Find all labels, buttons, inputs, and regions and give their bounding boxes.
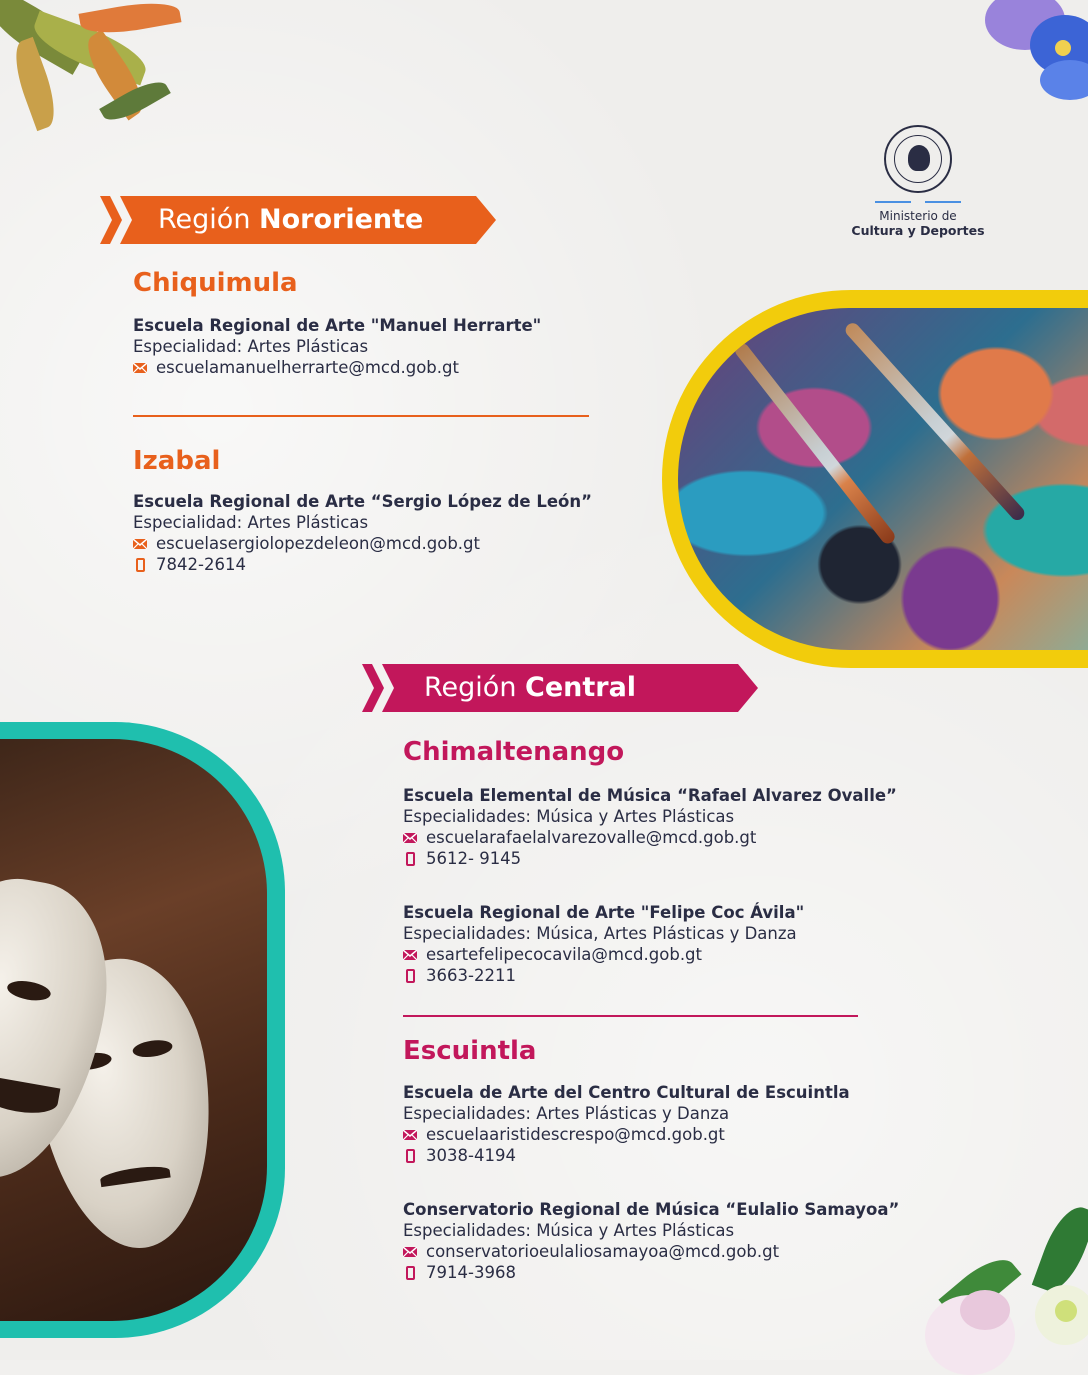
school-phone-row — [403, 1262, 899, 1283]
banner-prefix: Región — [158, 204, 260, 235]
school-phone[interactable]: 5612- 9145 — [426, 849, 522, 868]
school-card — [403, 1082, 850, 1166]
school-email[interactable]: escuelarafaelalvarezovalle@mcd.gob.gt — [426, 828, 757, 847]
divider — [133, 415, 589, 417]
phone-icon — [406, 1266, 415, 1280]
mail-icon — [403, 1247, 417, 1257]
school-phone[interactable]: 7914-3968 — [426, 1263, 516, 1282]
school-name: Escuela Regional de Arte "Felipe Coc Ávila" — [403, 903, 805, 922]
mail-icon — [403, 950, 417, 960]
school-specialty: Especialidades: Música, Artes Plásticas y Danza — [403, 924, 797, 943]
school-phone-row — [403, 1145, 850, 1166]
theatre-masks-image — [0, 739, 267, 1321]
banner-region-name: Central — [525, 672, 637, 703]
school-card — [133, 315, 541, 378]
phone-icon — [406, 852, 415, 866]
school-phone[interactable]: 3038-4194 — [426, 1146, 516, 1165]
region-banner-central — [362, 664, 762, 712]
school-card — [403, 902, 804, 986]
school-email[interactable]: escuelasergiolopezdeleon@mcd.gob.gt — [156, 534, 480, 553]
school-name: Escuela de Arte del Centro Cultural de Escuintla — [403, 1083, 850, 1102]
department-title-chiquimula: Chiquimula — [133, 268, 298, 298]
school-name: Escuela Regional de Arte "Manuel Herrarte" — [133, 316, 542, 335]
logo-divider — [848, 201, 988, 203]
school-phone[interactable]: 3663-2211 — [426, 966, 516, 985]
school-email-row — [403, 944, 804, 965]
region-banner-nororiente — [100, 196, 500, 244]
school-phone-row — [403, 848, 897, 869]
school-name: Conservatorio Regional de Música “Eulalio Samayoa” — [403, 1200, 900, 1219]
chevron-icon — [362, 664, 384, 712]
school-card — [133, 491, 592, 575]
school-phone-row — [403, 965, 804, 986]
banner-prefix: Región — [424, 672, 526, 703]
school-email-row — [403, 827, 897, 848]
school-phone[interactable]: 7842-2614 — [156, 555, 246, 574]
palette-image-frame — [662, 290, 1088, 668]
school-phone-row — [133, 554, 592, 575]
paint-palette-image — [678, 308, 1088, 650]
school-email[interactable]: conservatorioeulaliosamayoa@mcd.gob.gt — [426, 1242, 780, 1261]
school-email-row — [133, 533, 592, 554]
masks-image-frame — [0, 722, 285, 1338]
guatemala-seal-icon — [884, 125, 952, 193]
school-specialty: Especialidades: Artes Plásticas y Danza — [403, 1104, 730, 1123]
department-title-chimaltenango: Chimaltenango — [403, 737, 625, 767]
school-email[interactable]: esartefelipecocavila@mcd.gob.gt — [426, 945, 703, 964]
banner-region-name: Nororiente — [259, 204, 424, 235]
ministry-logo — [848, 125, 988, 238]
school-specialty: Especialidades: Música y Artes Plásticas — [403, 807, 735, 826]
phone-icon — [406, 1149, 415, 1163]
school-email[interactable]: escuelaaristidescrespo@mcd.gob.gt — [426, 1125, 725, 1144]
department-title-escuintla: Escuintla — [403, 1036, 537, 1066]
school-email-row — [133, 357, 541, 378]
mail-icon — [133, 539, 147, 549]
logo-line-2: Cultura y Deportes — [851, 223, 985, 238]
phone-icon — [136, 558, 145, 572]
school-email-row — [403, 1124, 850, 1145]
divider — [403, 1015, 858, 1017]
school-specialty: Especialidad: Artes Plásticas — [133, 337, 369, 356]
school-specialty: Especialidades: Música y Artes Plásticas — [403, 1221, 735, 1240]
mail-icon — [403, 1130, 417, 1140]
mail-icon — [133, 363, 147, 373]
logo-line-1: Ministerio de — [879, 209, 957, 223]
department-title-izabal: Izabal — [133, 446, 221, 476]
school-name: Escuela Regional de Arte “Sergio López de León” — [133, 492, 592, 511]
school-card — [403, 785, 897, 869]
phone-icon — [406, 969, 415, 983]
school-email-row — [403, 1241, 899, 1262]
school-name: Escuela Elemental de Música “Rafael Alvarez Ovalle” — [403, 786, 897, 805]
school-specialty: Especialidad: Artes Plásticas — [133, 513, 369, 532]
mail-icon — [403, 833, 417, 843]
school-email[interactable]: escuelamanuelherrarte@mcd.gob.gt — [156, 358, 459, 377]
school-card — [403, 1199, 899, 1283]
chevron-icon — [100, 196, 122, 244]
